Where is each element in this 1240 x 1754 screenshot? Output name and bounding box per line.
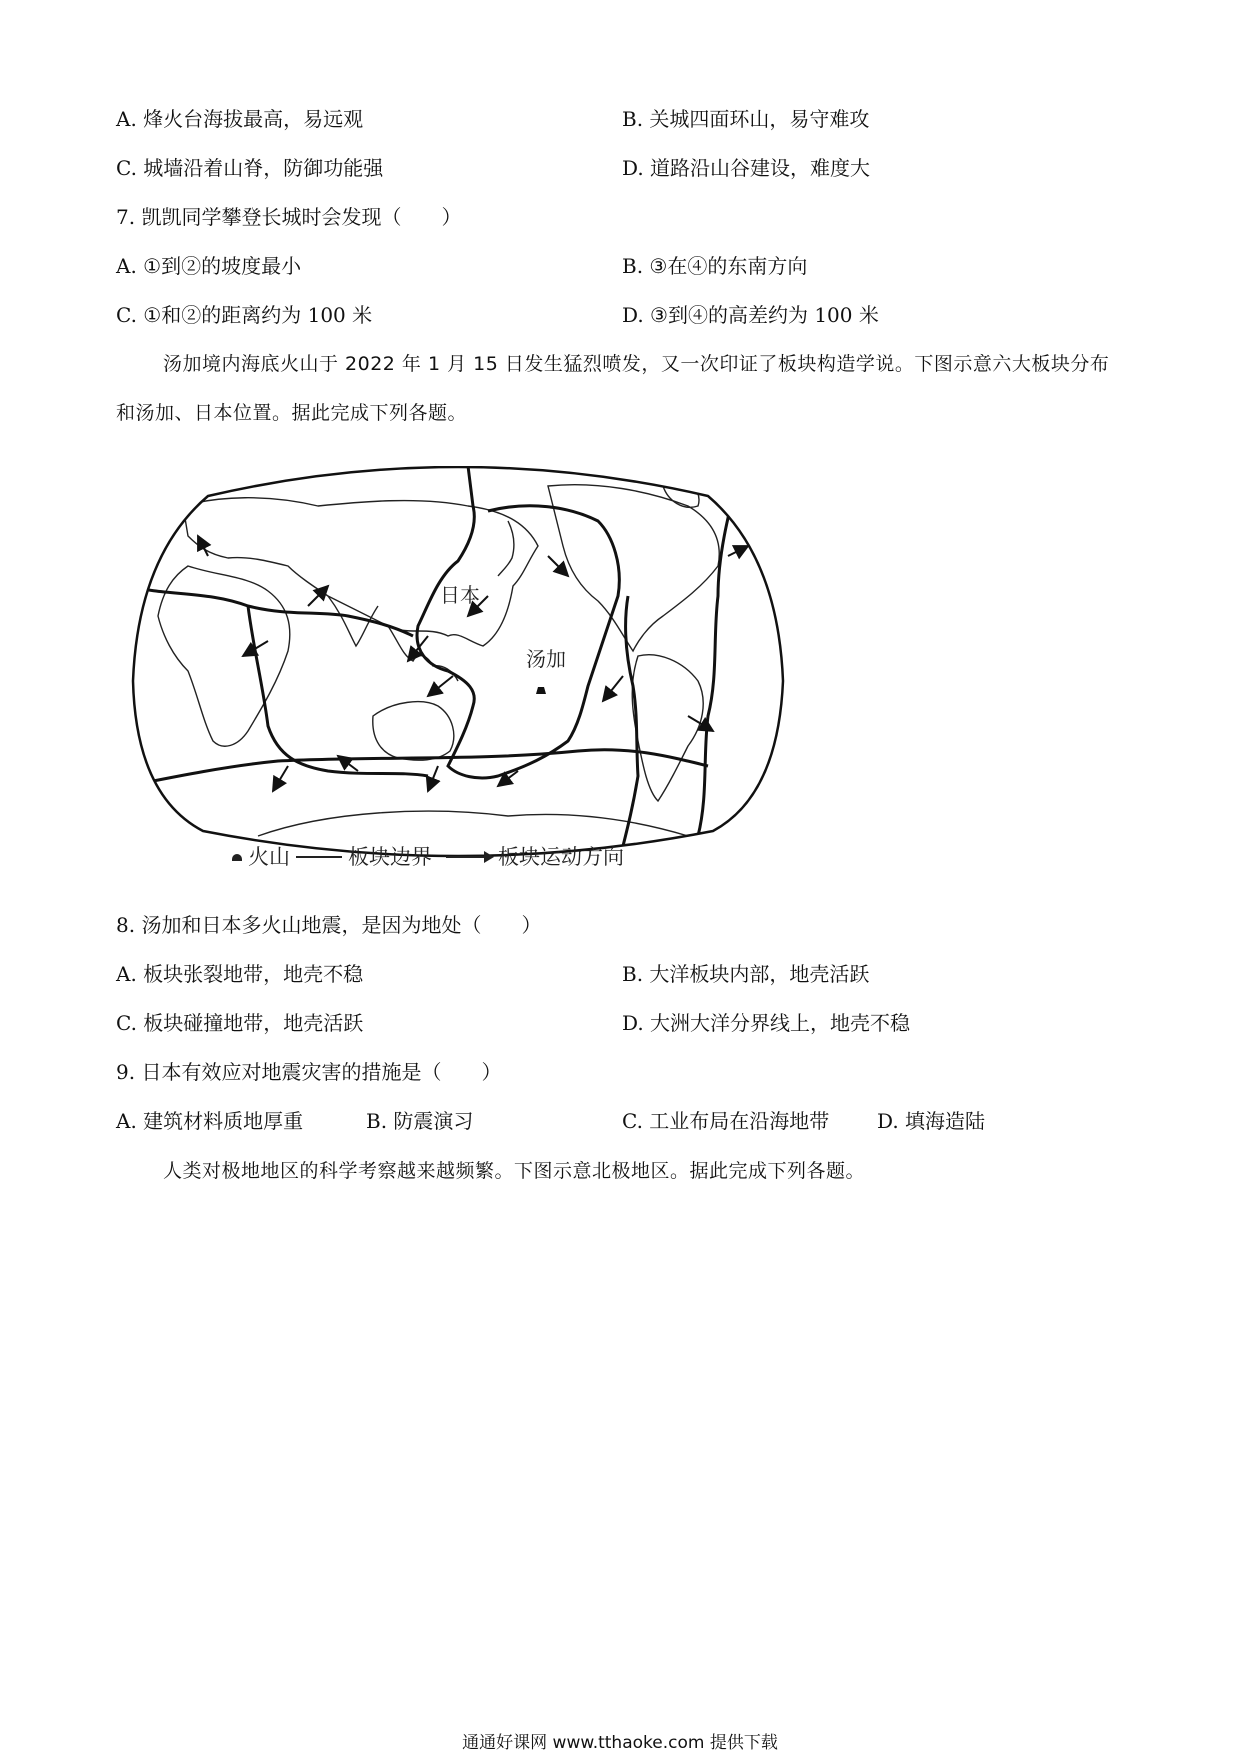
q8-option-b: B. 大洋板块内部，地壳活跃 (622, 962, 870, 986)
arrow-8 (273, 766, 288, 791)
label-japan: 日本 (440, 583, 480, 607)
q9-option-a: A. 建筑材料质地厚重 (116, 1109, 304, 1133)
page-footer: 通通好课网 www.tthaoke.com 提供下载 (462, 1733, 778, 1753)
boundary-atlantic (698, 476, 738, 836)
boundary-legend-icon (296, 856, 342, 858)
tonga-volcano-icon (536, 687, 546, 694)
australia-outline (373, 702, 454, 761)
eurasia-outline (183, 498, 538, 646)
map-frame (133, 467, 783, 856)
q9-option-c: C. 工业布局在沿海地带 (622, 1109, 830, 1133)
antarctica-outline (258, 811, 688, 836)
arrow-legend-icon (446, 856, 492, 858)
passage-arctic: 人类对极地地区的科学考察越来越频繁。下图示意北极地区。据此完成下列各题。 (163, 1160, 866, 1182)
plate-map-figure (128, 466, 788, 876)
arrow-7 (548, 556, 568, 576)
q9-stem: 9. 日本有效应对地震灾害的措施是（ ） (116, 1060, 502, 1084)
japan-outline (498, 521, 514, 576)
q8-option-c: C. 板块碰撞地带，地壳活跃 (116, 1011, 364, 1035)
q6-option-a: A. 烽火台海拔最高，易远观 (116, 107, 364, 131)
q7-option-b: B. ③在④的东南方向 (622, 254, 808, 278)
q8-option-a: A. 板块张裂地带，地壳不稳 (116, 962, 364, 986)
passage-tonga: 汤加境内海底火山于 2022 年 1 月 15 日发生猛烈喷发，又一次印证了板块构造学说。下图示意六大板块分布和汤加、日本位置。据此完成下列各题。 (116, 353, 1110, 424)
north-america-outline (548, 485, 719, 651)
plate-map (128, 466, 788, 876)
boundary-southern (128, 750, 708, 786)
volcano-legend-icon (232, 854, 242, 861)
q6-option-b: B. 关城四面环山，易守难攻 (622, 107, 870, 131)
south-america-outline (632, 655, 703, 801)
map-legend (232, 842, 624, 871)
q9-option-b: B. 防震演习 (366, 1109, 474, 1133)
arrow-14 (728, 546, 748, 556)
q8-option-d: D. 大洲大洋分界线上，地壳不稳 (622, 1011, 911, 1035)
arrow-6 (428, 676, 453, 696)
q6-option-c: C. 城墙沿着山脊，防御功能强 (116, 156, 384, 180)
q7-option-a: A. ①到②的坡度最小 (116, 254, 302, 278)
q7-option-c: C. ①和②的距离约为 100 米 (116, 303, 373, 327)
legend-direction: 板块运动方向 (498, 845, 624, 869)
boundary-americas-west (623, 596, 638, 846)
q6-option-d: D. 道路沿山谷建设，难度大 (622, 156, 871, 180)
label-tonga: 汤加 (526, 647, 566, 671)
legend-volcano: 火山 (248, 845, 290, 869)
arrow-13 (688, 716, 713, 731)
arrow-12 (603, 676, 623, 701)
legend-boundary: 板块边界 (348, 845, 432, 869)
q7-stem: 7. 凯凯同学攀登长城时会发现（ ） (116, 205, 462, 229)
q8-stem: 8. 汤加和日本多火山地震，是因为地处（ ） (116, 913, 542, 937)
q7-option-d: D. ③到④的高差约为 100 米 (622, 303, 879, 327)
arrow-10 (428, 766, 438, 791)
q9-option-d: D. 填海造陆 (877, 1109, 986, 1133)
